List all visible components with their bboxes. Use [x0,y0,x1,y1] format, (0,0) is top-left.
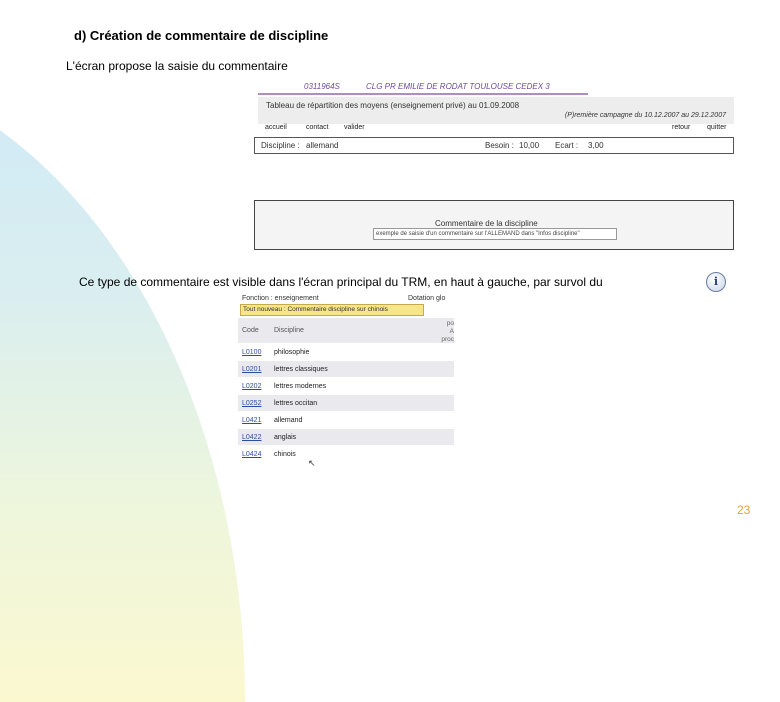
column-header-code: Code [238,318,270,344]
row-code-link[interactable]: L0421 [242,416,262,424]
table-row [238,344,454,361]
table-row [238,361,454,378]
besoin-label: Besoin : [485,141,514,150]
page-number: 23 [737,503,751,517]
section-title: d) Création de commentaire de discipline [74,28,329,43]
table-row [238,395,454,412]
comment-input[interactable]: exemple de saisie d'un commentaire sur l'ALLEMAND dans "Infos discipline" [373,228,617,240]
ecart-label: Ecart : [555,141,579,150]
table-title: Tableau de répartition des moyens (enseignement privé) au 01.09.2008 [266,101,520,110]
row-discipline: lettres occitan [270,395,403,412]
discipline-comment-tooltip: Tout nouveau : Commentaire discipline sur chinois [240,304,424,316]
besoin-value: 10,00 [519,141,540,150]
row-code-link[interactable]: L0100 [242,348,262,356]
mouse-cursor-icon: ↖ [308,458,316,468]
table-row [238,412,454,429]
nav-contact-link[interactable]: contact [306,124,329,131]
row-extra [403,412,454,429]
school-name: CLG PR EMILIE DE RODAT TOULOUSE CEDEX 3 [366,82,550,91]
right-header-line: A [449,328,454,335]
row-extra [403,395,454,412]
row-extra [403,361,454,378]
screenshot-comment-input [254,200,734,250]
fonction-label: Fonction : enseignement [242,295,319,302]
discipline-row [254,137,734,154]
row-extra [403,429,454,446]
info-icon: i [706,272,726,292]
row-code-link[interactable]: L0201 [242,365,262,373]
row-discipline: anglais [270,429,403,446]
campaign-dates: (P)remière campagne du 10.12.2007 au 29.12.2007 [564,112,726,119]
row-extra [403,344,454,361]
discipline-table [238,318,454,463]
table-row [238,446,454,463]
table-title-band [258,97,734,124]
right-header-line: po [446,320,454,327]
row-code-link[interactable]: L0202 [242,382,262,390]
row-discipline: allemand [270,412,403,429]
discipline-label: Discipline : [261,141,300,150]
row-code-link[interactable]: L0252 [242,399,262,407]
row-discipline: lettres modernes [270,378,403,395]
row-code-link[interactable]: L0422 [242,433,262,441]
school-header [258,80,588,95]
nav-retour-link[interactable]: retour [672,124,691,131]
caption-text: Ce type de commentaire est visible dans l'écran principal du TRM, en haut à gauche, par survol du [79,275,603,289]
nav-quitter-link[interactable]: quitter [707,124,727,131]
table-row [238,378,454,395]
comment-title: Commentaire de la discipline [435,219,538,228]
row-discipline: lettres classiques [270,361,403,378]
dotation-label: Dotation glo [408,295,446,302]
nav-accueil-link[interactable]: accueil [265,124,287,131]
row-extra [403,378,454,395]
row-discipline: philosophie [270,344,403,361]
row-discipline: chinois [270,446,403,463]
intro-text: L'écran propose la saisie du commentaire [66,59,288,73]
table-header-row [238,318,454,344]
table-row [238,429,454,446]
right-header-line: proc [441,336,454,343]
column-header-discipline: Discipline [270,318,403,344]
discipline-value: allemand [306,141,339,150]
row-code-link[interactable]: L0424 [242,450,262,458]
row-extra [403,446,454,463]
ecart-value: 3,00 [588,141,604,150]
school-code: 0311964S [304,82,340,91]
screenshot-trm-main [236,294,456,478]
screenshot-discipline-header [254,80,734,156]
right-column-header [428,320,454,344]
background-gradient-shape [0,62,245,702]
nav-bar [258,124,734,134]
nav-valider-link[interactable]: valider [344,124,365,131]
